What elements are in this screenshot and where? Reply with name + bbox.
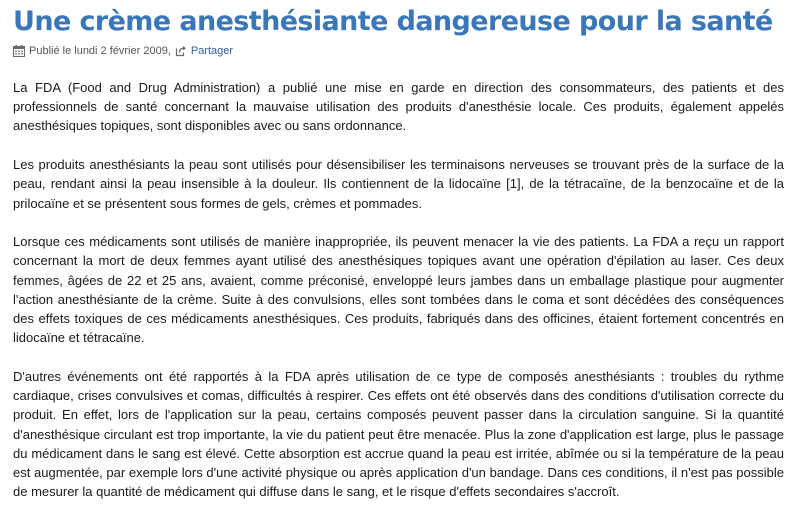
meta-separator: , (167, 45, 171, 57)
article-body (13, 78, 784, 521)
publish-date: Publié le lundi 2 février 2009 (29, 45, 168, 57)
article-meta (13, 43, 233, 59)
paragraph: Lorsque ces médicaments sont utilisés de manière inappropriée, ils peuvent menacer la vie des patients. La FDA a reçu un rapport concernant la mort de deux femmes ayant utilisé des anesthésiques topiques avant une opération d'épilation au laser. Ces deux femmes, âgées de 22 et 25 ans, avaient, comme préconisé, enveloppé leurs jambes dans un emballage plastique pour augmenter l'action anesthésiante de la crème. Suite à des convulsions, elles sont tombées dans le coma et sont décédées des conséquences des effets toxiques de ces médicaments anesthésiques. Ces produits, fabriqués dans des officines, étaient fortement concentrés en lidocaïne et tétracaïne. (13, 234, 784, 346)
article-title: Une crème anesthésiante dangereuse pour la santé (13, 6, 773, 37)
share-link[interactable]: Partager (190, 45, 234, 57)
paragraph: La FDA (Food and Drug Administration) a publié une mise en garde en direction des consommateurs, des patients et des professionnels de santé concernant la mauvaise utilisation des produits d'anesthésie locale. Ces produits, également appelés anesthésiques topiques, sont disponibles avec ou sans ordonnance. (13, 80, 784, 134)
paragraph: Les produits anesthésiants la peau sont utilisés pour désensibiliser les terminaisons nerveuses se trouvant près de la surface de la peau, rendant ainsi la peau insensible à la douleur. Ils contiennent de la lidocaïne [1], de la tétracaïne, de la benzocaïne et de la prilocaïne et se présentent sous formes de gels, crèmes et pommades. (13, 157, 784, 211)
calendar-icon (13, 45, 25, 57)
paragraph: D'autres événements ont été rapportés à la FDA après utilisation de ce type de composés anesthésiants : troubles du rythme cardiaque, crises convulsives et comas, difficultés à respirer. Ces effets ont été observés dans des conditions d'utilisation correcte du produit. En effet, lors de l'application sur la peau, certains composés peuvent passer dans la circulation sanguine. Si la quantité d'anesthésique circulant est trop importante, la vie du patient peut être menacée. Plus la zone d'application est large, plus le passage du médicament dans le sang est élevé. Cette absorption est accrue quand la peau est irritée, abîmée ou si la température de la peau est augmentée, par exemple lors d'une activité physique ou après application d'un bandage. Dans ces conditions, il n'est pas possible de mesurer la quantité de médicament qui diffuse dans le sang, et le risque d'effets secondaires s'accroît. (13, 368, 784, 500)
share-icon[interactable] (175, 45, 187, 57)
